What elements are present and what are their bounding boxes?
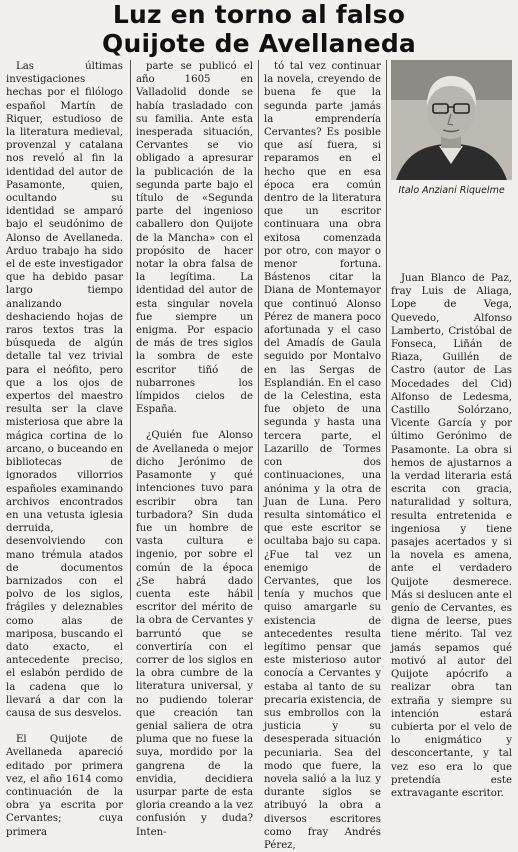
paragraph: parte se publicó el año 1605 en Valladolid donde se había trasladado con su familia. Ante esta inesperada situación, Cervantes se vio obligado a apresurar la publicación de la segunda parte bajo el título de «Segunda parte del ingenioso caballero don Quijote de la Mancha» con el propósito de hacer notar la obra falsa de la legítima. La identidad del autor de esta singular novela fue siempre un enigma. Por espacio de más de tres siglos la sombra de este escritor tiñó de nubarrones los límpidos cielos de España.: [136, 61, 253, 416]
headline-line-2: Quijote de Avellaneda: [102, 29, 416, 58]
column-divider: [386, 60, 387, 600]
text-column-2: [136, 60, 253, 839]
headline: [0, 0, 518, 62]
paragraph: ¿Quién fue Alonso de Avellaneda o mejor dicho Jerónimo de Pasamonte y qué intenciones tuvo para escribir obra tan turbadora? Sin duda fue un hombre de vasta cultura e ingenio, por sobre el común de la época ¿Se habrá dado cuenta este hábil escritor del mérito de la obra de Cervantes y barruntó que se convertiría con el correr de los siglos en la obra cumbre de la literatura universal, y no pudiendo tolerar que creación tan genial saliera de otra pluma que no fuese la suya, mordido por la gangrena de la envidia, decidiera usurpar parte de esta gloria creando a la vez confusión y duda? Inten-: [136, 430, 253, 838]
text-column-4: [391, 272, 512, 800]
text-column-1: [6, 60, 123, 839]
paragraph: El Quijote de Avellaneda apareció editado por primera vez, el año 1614 como continuación de la obra ya escrita por Cervantes; cuya primera: [6, 734, 123, 838]
article-body: [6, 60, 512, 851]
column-divider: [258, 60, 259, 600]
headline-line-1: Luz en torno al falso: [112, 0, 406, 29]
column-divider: [130, 60, 131, 600]
author-photo: [391, 60, 512, 180]
paragraph: tó tal vez continuar la novela, creyendo de buena fe que la segunda parte jamás la emprendería Cervantes? Es posible que así fuera, si reparamos en el hecho que en esa época era común dentro de la literatura que un escritor continuara una obra exitosa comenzada por otro, con mayor o menor fortuna. Bástenos citar la Diana de Montemayor que continuó Alonso Pérez de manera poco afortunada y el caso del Amadís de Gaula seguido por Montalvo en las Sergas de Esplandián. En el caso de la Celestina, esta fue objeto de una segunda y hasta una tercera parte, el Lazarillo de Tormes con dos continuaciones, una anónima y la otra de Juan de Luna. Pero resulta sintomático el que este escritor se ocultaba bajo su capa. ¿Fue tal vez un enemigo de Cervantes, que los tenía y muchos que quiso amargarle su existencia de antecedentes resulta legítimo pensar que este misterioso autor conocía a Cervantes y estaba al tanto de su precaria existencia, de sus embrollos con la justicia y su desesperada situación pecuniaria. Sea del modo que fuere, la novela salió a la luz y durante siglos se atribuyó la obra a diversos escritores como fray Andrés Pérez,: [264, 61, 381, 851]
portrait-image: [391, 60, 512, 180]
text-column-3: [264, 60, 381, 852]
photo-caption: Italo Anziani Riquelme: [398, 185, 505, 196]
paragraph: Juan Blanco de Paz, fray Luis de Aliaga, Lope de Vega, Quevedo, Alfonso Lamberto, Cristóbal de Fonseca, Liñán de Riaza, Guillén de Castro (autor de Las Mocedades del Cid) Alfonso de Ledesma, Castillo Solórzano, Vicente García y por último Gerónimo de Pasamonte. La obra si hemos de ajustarnos a la verdad literaria está escrita con gracia, naturalidad y soltura, resulta entretenida e ingeniosa y tiene pasajes acertados y si la novela es amena, ante el verdadero Quijote desmerece. Más si deslucen ante el genio de Cervantes, es digna de leerse, pues tiene mérito. Tal vez jamás sepamos qué motivó al autor del Quijote apócrifo a realizar obra tan extraña y siempre su intención estará cubierta por el velo de lo enigmático y desconcertante, y tal vez eso era lo que pretendía este extravagante escritor.: [391, 273, 512, 799]
paragraph: Las últimas investigaciones hechas por el filólogo español Martín de Riquer, estudioso de la literatura medieval, provenzal y catalana nos reveló al fin la identidad del autor de Pasamonte, quien, ocultando su identidad se amparó bajo el seudónimo de Alonso de Avellaneda. Arduo trabajo ha sido el de este investigador que ha debido pasar largo tiempo analizando deshaciendo hojas de raros textos tras la búsqueda de algún detalle tal vez trivial para el neófito, pero que a los ojos de expertos del maestro resulta ser la clave misteriosa que abre la mágica cortina de lo arcano, o buceando en bibliotecas de ignorados villorrios españoles examinando archivos encontrados en una vetusta iglesia derruida, desenvolviendo con mano trémula atados de documentos barnizados con el polvo de los siglos, frágiles y deleznables como alas de mariposa, buscando el dato exacto, el antecedente preciso, el eslabón perdido de la cadena que lo llevará a dar con la causa de sus desvelos.: [6, 61, 123, 719]
